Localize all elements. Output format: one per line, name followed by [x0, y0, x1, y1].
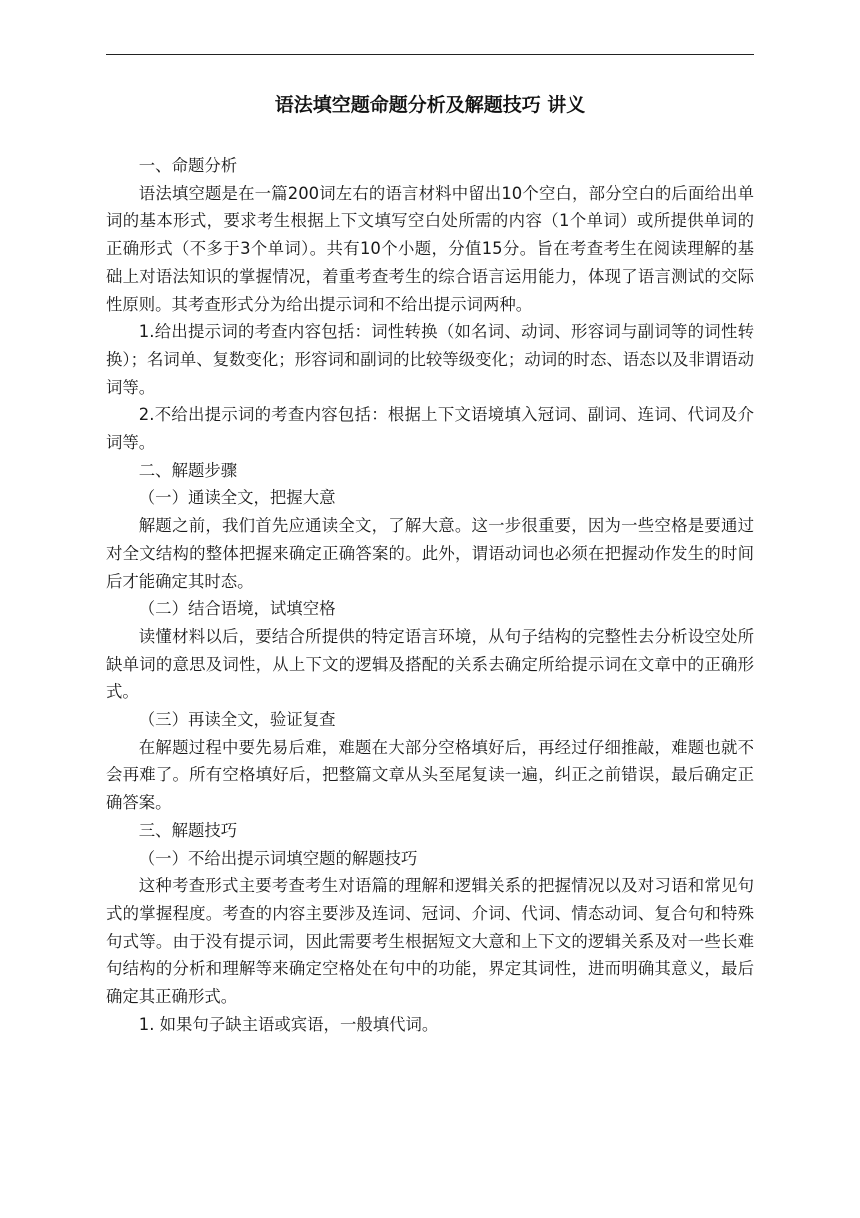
- subheading-step-1: （一）通读全文，把握大意: [138, 488, 336, 508]
- paragraph-step-1: 解题之前，我们首先应通读全文，了解大意。这一步很重要，因为一些空格是要通过对全文结构的整体把握来确定正确答案的。此外，谓语动词也必须在把握动作发生的时间后才能确定其时态。: [106, 516, 754, 591]
- section-heading-analysis: 一、命题分析: [138, 156, 238, 175]
- section-heading-techniques: 三、解题技巧: [138, 820, 238, 840]
- subheading-step-3: （三）再读全文，验证复查: [138, 710, 336, 730]
- paragraph-rule-1: 1. 如果句子缺主语或宾语，一般填代词。: [138, 1014, 439, 1034]
- section-heading-steps: 二、解题步骤: [138, 460, 238, 480]
- header-rule: [106, 54, 754, 55]
- paragraph-step-2: 读懂材料以后，要结合所提供的特定语言环境，从句子结构的完整性去分析设空处所缺单词的意思及词性，从上下文的逻辑及搭配的关系去确定所给提示词在文章中的正确形式。: [106, 626, 754, 702]
- paragraph-with-hint-words: 1.给出提示词的考查内容包括：词性转换（如名词、动词、形容词与副词等的词性转换）；名词单、复数变化；形容词和副词的比较等级变化；动词的时态、语态以及非谓语动词等。: [106, 322, 754, 397]
- document-body: [106, 152, 754, 1039]
- paragraph-without-hint-words: 2.不给出提示词的考查内容包括：根据上下文语境填入冠词、副词、连词、代词及介词等。: [106, 405, 754, 453]
- paragraph-overview: 语法填空题是在一篇200词左右的语言材料中留出10个空白，部分空白的后面给出单词的基本形式，要求考生根据上下文填写空白处所需的内容（1个单词）或所提供单词的正确形式（不多于3个单词）。共有10个小题，分值15分。旨在考查考生在阅读理解的基础上对语法知识的掌握情况，着重考查考生的综合语言运用能力，体现了语言测试的交际性原则。其考查形式分为给出提示词和不给出提示词两种。: [106, 183, 754, 314]
- subheading-technique-1: （一）不给出提示词填空题的解题技巧: [138, 848, 418, 868]
- paragraph-technique-1: 这种考查形式主要考查考生对语篇的理解和逻辑关系的把握情况以及对习语和常见句式的掌握程度。考查的内容主要涉及连词、冠词、介词、代词、情态动词、复合句和特殊句式等。由于没有提示词，因此需要考生根据短文大意和上下文的逻辑关系及对一些长难句结构的分析和理解等来确定空格处在句中的功能，界定其词性，进而明确其意义，最后确定其正确形式。: [106, 876, 754, 1007]
- document-title: 语法填空题命题分析及解题技巧 讲义: [274, 94, 586, 116]
- paragraph-step-3: 在解题过程中要先易后难，难题在大部分空格填好后，再经过仔细推敲，难题也就不会再难了。所有空格填好后，把整篇文章从头至尾复读一遍，纠正之前错误，最后确定正确答案。: [106, 737, 754, 813]
- subheading-step-2: （二）结合语境，试填空格: [138, 599, 336, 619]
